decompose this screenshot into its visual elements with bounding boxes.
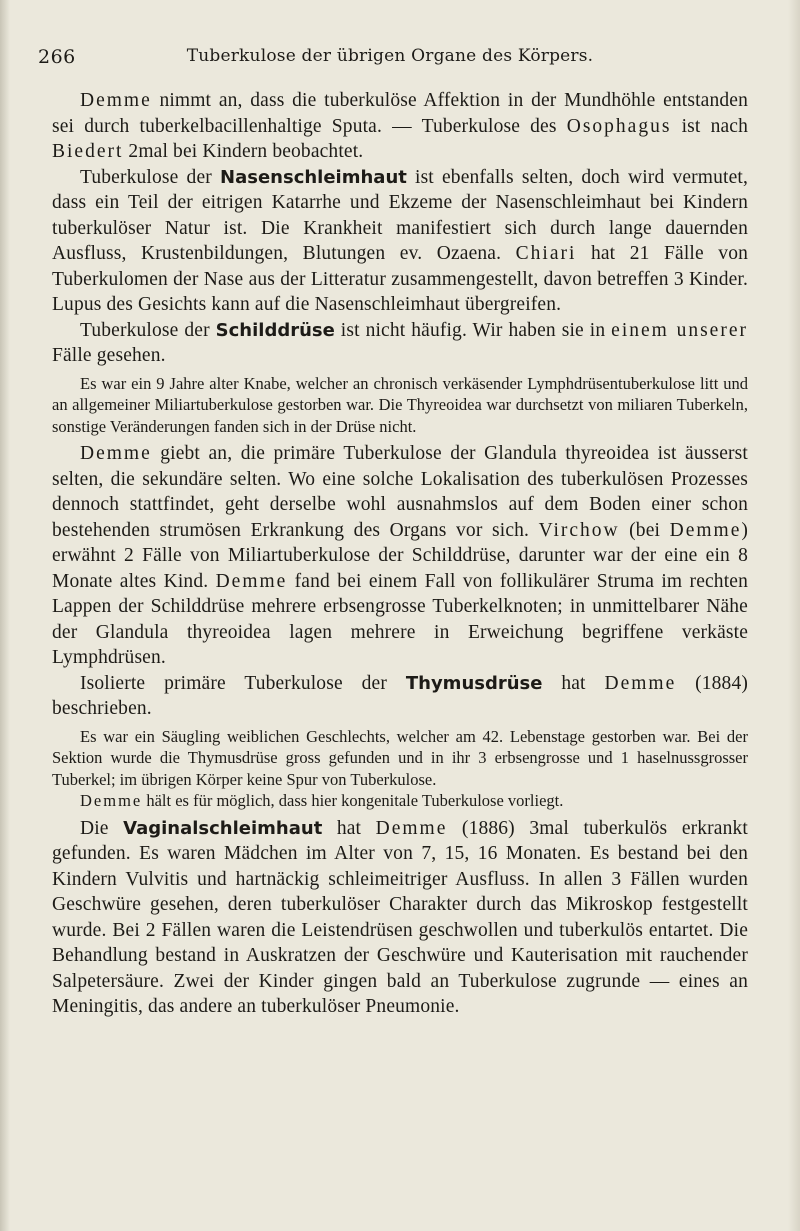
author-name: Demme	[215, 570, 288, 592]
paragraph-nasenschleimhaut: Tuberkulose der Nasenschleimhaut ist ebenfalls selten, doch wird vermutet, dass ein Teil der eitrigen Katarrhe und Ekzeme der Nasenschleimhaut bei Kindern tuberkulöser Natur ist. Die Krankheit manifestiert sich durch lange dauernden Ausfluss, Krustenbildungen, Blutungen ev. Ozaena. Chiari hat 21 Fälle von Tuberkulomen der Nase aus der Litteratur zusammengestellt, davon betreffen 3 Kinder. Lupus des Gesichts kann auf die Nasenschleimhaut übergreifen.	[52, 166, 749, 315]
case-note-saeugling: Es war ein Säugling weiblichen Geschlechts, welcher am 42. Lebenstage gestorben war. Bei der Sektion wurde die Thymusdrüse gross gefunden und in ihr 3 erbsengrosse und 1 haselnussgrosser Tuberkel; im übrigen Körper keine Spur von Tuberkulose.	[52, 726, 748, 789]
page-number: 266	[38, 46, 76, 68]
emphasis: einem unserer	[611, 319, 748, 341]
section-heading-schilddruese: Schilddrüse	[215, 319, 335, 341]
paragraph-demme-thyreoidea: Demme giebt an, die primäre Tuberkulose der Glandula thyreoidea ist äusserst selten, die sekundäre selten. Wo eine solche Lokalisation des tuberkulösen Prozesses dennoch stattfindet, geht derselbe wohl ausnahmslos auf dem Boden einer schon bestehenden strumösen Erkrankung des Organs vor sich. Virchow (bei Demme) erwähnt 2 Fälle von Miliartuberkulose der Schilddrüse, darunter war der eine ein 8 Monate altes Kind. Demme fand bei einem Fall von follikulärer Struma im rechten Lappen der Schilddrüse mehrere erbsengrosse Tuberkelknoten; in unmittelbarer Nähe der Glandula thyreoidea lagen mehrere in Erweichung begriffene verkäste Lymphdrüsen.	[52, 443, 749, 668]
section-heading-vaginalschleimhaut: Vaginalschleimhaut	[123, 817, 323, 839]
author-name: Biedert	[52, 141, 124, 162]
author-name: Virchow	[538, 519, 620, 541]
section-heading-thymusdruese: Thymusdrüse	[405, 672, 543, 694]
page-edge-left	[0, 0, 10, 1231]
term-osophagus: Osophagus	[566, 115, 672, 137]
section-heading-nasenschleimhaut: Nasenschleimhaut	[220, 166, 407, 188]
paragraph-thymusdruese: Isolierte primäre Tuberkulose der Thymusdrüse hat Demme (1884) beschrieben.	[52, 672, 748, 719]
author-name: Demme	[604, 672, 677, 694]
body-text	[52, 88, 748, 1020]
case-note-kongenital: Demme hält es für möglich, dass hier kongenitale Tuberkulose vorliegt.	[80, 791, 564, 810]
author-name: Demme	[80, 90, 152, 111]
paragraph-vaginalschleimhaut: Die Vaginalschleimhaut hat Demme (1886) 3mal tuberkulös erkrankt gefunden. Es waren Mädchen im Alter von 7, 15, 16 Monaten. Es bestand bei den Kindern Vulvitis und hartnäckig schleimeitriger Ausfluss. In allen 3 Fällen wurden Geschwüre gesehen, deren tuberkulöser Charakter durch das Mikroskop festgestellt wurde. Bei 2 Fällen waren die Leistendrüsen geschwollen und tuberkulös entartet. Die Behandlung bestand in Auskratzen der Geschwüre und Kauterisation mit rauchender Salpetersäure. Zwei der Kinder gingen bald an Tuberkulose zugrunde — eines an Meningitis, das andere an tuberkulöser Pneumonie.	[52, 817, 748, 1017]
author-name: Demme	[669, 519, 742, 541]
author-name: Chiari	[515, 243, 577, 264]
paragraph-schilddruese: Tuberkulose der Schilddrüse ist nicht häufig. Wir haben sie in einem unserer Fälle gesehen.	[52, 319, 748, 366]
case-note-knabe: Es war ein 9 Jahre alter Knabe, welcher an chronisch verkäsender Lymphdrüsentuberkulose litt und an allgemeiner Miliartuberkulose gestorben war. Die Thyreoidea war durchsetzt von miliaren Tuberkeln, sonstige Veränderungen fanden sich in der Drüse nicht.	[52, 373, 748, 436]
page-edge-right	[788, 0, 800, 1231]
author-name: Demme	[80, 443, 152, 464]
running-head: Tuberkulose der übrigen Organe des Körpers.	[186, 46, 594, 66]
paragraph-demme-mundhoehle: Demme nimmt an, dass die tuberkulöse Affektion in der Mundhöhle entstanden sei durch tuberkelbacillenhaltige Sputa. — Tuberkulose des Osophagus ist nach Biedert 2mal bei Kindern beobachtet.	[52, 90, 748, 162]
author-name: Demme	[80, 791, 143, 810]
author-name: Demme	[375, 817, 448, 839]
page-header	[38, 46, 742, 76]
